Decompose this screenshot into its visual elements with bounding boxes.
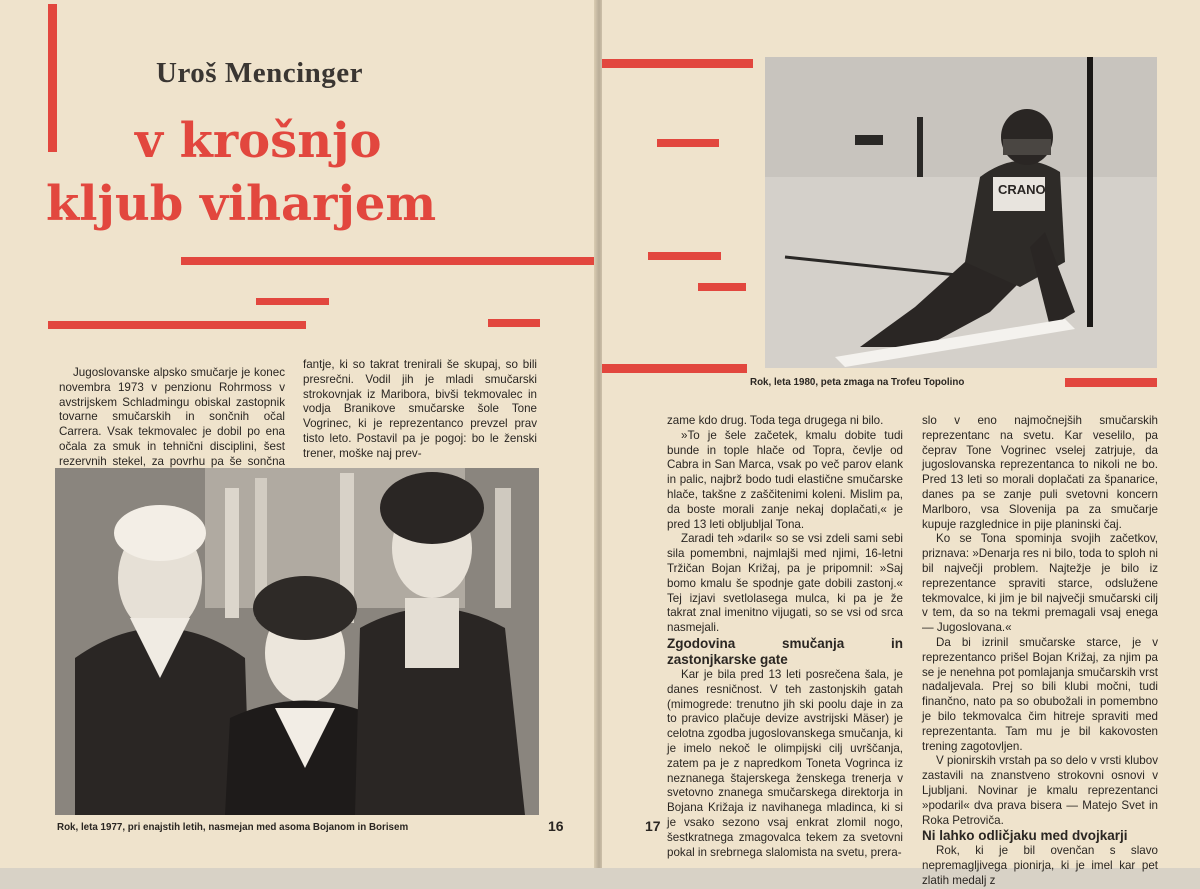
subheading: Ni lahko odličjaku med dvojkarji <box>922 828 1128 844</box>
skier-photo-image <box>765 57 1157 368</box>
red-bar <box>657 139 719 147</box>
skier-photo <box>765 57 1157 368</box>
group-photo <box>55 468 539 815</box>
right-page <box>602 0 1200 887</box>
red-bar <box>256 298 329 305</box>
red-bar <box>698 283 746 291</box>
article-column-1 <box>59 366 285 484</box>
article-column-3 <box>667 414 903 860</box>
red-bar <box>602 364 747 373</box>
red-bar <box>181 257 594 265</box>
paragraph: zame kdo drug. Toda tega drugega ni bilo. <box>667 414 884 427</box>
paragraph: Jugoslovanske alpsko smučarje je konec novembra 1973 v penzionu Rohrmoss v avstrijskem Schladmingu obiskal zastopnik tovarne smučarskih in sončnih očal Carrera. Vsak tekmovalec je dobil po ena očala za smuk in tehnični disciplini, šest rezervnih stekel, za povrhu pa še sončna <box>59 366 285 468</box>
paragraph: fantje, ki so takrat trenirali še skupaj, so bili presrečni. Vodil jih je mladi smučarski strokovnjak iz Maribora, bivši tekmovalec in vodja Branikove smučarske šole Tone Vogrinec, ki je reprezentanco prevzel prav tisto leto. Postavil pa je pogoj: bo le ženski trener, moške naj prev- <box>303 358 537 460</box>
paragraph: Da bi izrinil smučarske starce, je v reprezentanco prišel Bojan Križaj, za njim pa se je nenehna pot pomlajanja smučarskih vrst nadaljevala. Prej so bili klubi močni, tudi finančno, nato pa so obubožali in pomembno je bilo tekmovalca čim hitreje spraviti med reprezentanta. Tam mu je bil kakovosten trening zagotovljen. <box>922 635 1158 753</box>
left-page <box>0 0 596 868</box>
paragraph: V pionirskih vrstah pa so delo v vrsti klubov zastavili na znanstveno strokovni osnovi v Ljubljani. Novinar je kmalu reprezentanci »podaril« dva prava bisera — Matejo Svet in Roka Petroviča. <box>922 754 1158 827</box>
red-bar <box>488 319 540 327</box>
photo-caption-left: Rok, leta 1977, pri enajstih letih, nasmejan med asoma Bojanom in Borisem <box>57 822 409 833</box>
paragraph: Ko se Tona spominja svojih začetkov, priznava: »Denarja res ni bilo, toda to sploh ni bil največji problem. Najtežje je bilo iz reprezentance spraviti starce, odslužene tekmovalce, ki jim je bil največji smučarski cilj v tem, da so na tekmi premagali vsaj enega — Jugoslovana.« <box>922 532 1158 635</box>
red-bar <box>48 321 306 329</box>
paragraph: Zaradi teh »daril« so se vsi zdeli sami sebi sila pomembni, najmlajši med njimi, 16-letni Tržičan Bojan Križaj, pa je pripomnil: »Saj bomo kmalu še spodnje gate dobili zastonj.« Tej izjavi svetlolasega mulca, ki pa je že takrat znal imenitno vijugati, so se vsi od srca nasmejali. <box>667 532 903 635</box>
red-bar <box>648 252 721 260</box>
author-name: Uroš Mencinger <box>156 57 363 89</box>
article-column-4 <box>922 414 1158 889</box>
paragraph: slo v eno najmočnejših smučarskih reprezentanc na svetu. Kar veselilo, pa čeprav Tone Vogrinec vselej zatrjuje, da jugoslovanska reprezentanca to nikoli ne bo. Pred 13 leti so morali doplačati za španarice, danes pa se zanje puli svetovni koncern Marlboro, vsa Slovenija pa za smučarje kupuje razglednice in pije planinski čaj. <box>922 414 1158 531</box>
paragraph: Rok, ki je bil ovenčan s slavo nepremagljivega pionirja, ki je imel kar pet zlatih medalj z <box>922 844 1158 887</box>
headline-line-1: v krošnjo <box>135 113 382 169</box>
photo-caption-right: Rok, leta 1980, peta zmaga na Trofeu Topolino <box>750 377 965 388</box>
paragraph: Kar je bila pred 13 leti posrečena šala, je danes resničnost. V teh zastonjskih gatah (mimogrede: trenutno jih ski poolu daje in za to pravico plačuje devize avstrijski Mäser) je celotna zgodba jugoslovanskega smučanja, ki je imelo nekoč le olimpijski cilj uvrščanja, zatem pa je z napredkom Toneta Vogrinca iz neznanega štajerskega ženskega trenerja v svetovno znanega smučarskega direktorja in Bojana Križaja iz navihanega mladinca, ki si je vsako sezono vsaj enkrat zlomil nogo, šestkratnega zmagovalca tekem za svetovni pokal in srebrnega slalomista na svetu, prera- <box>667 667 903 859</box>
paragraph: »To je šele začetek, kmalu dobite tudi bunde in tople hlače od Topra, čevlje od Cabra in San Marca, vsak po več parov elank in palic, najbrž bodo tudi elastične smučarske hlače, takšne z zaščitenimi koleni. Mislim pa, da boste morali zanje nekaj doplačati,« je pred 13 leti obljubljal Tona. <box>667 428 903 531</box>
group-photo-image <box>55 468 539 815</box>
article-column-2 <box>303 358 537 462</box>
page-number-left: 16 <box>548 818 564 834</box>
red-bar-vertical <box>48 4 57 152</box>
subheading: Zgodovina smučanja in zastonjkarske gate <box>667 635 903 667</box>
bib-text: CRANO <box>998 182 1046 197</box>
headline-line-2: kljub viharjem <box>46 176 437 232</box>
red-bar <box>602 59 753 68</box>
page-number-right: 17 <box>645 818 661 834</box>
red-bar <box>1065 378 1157 387</box>
